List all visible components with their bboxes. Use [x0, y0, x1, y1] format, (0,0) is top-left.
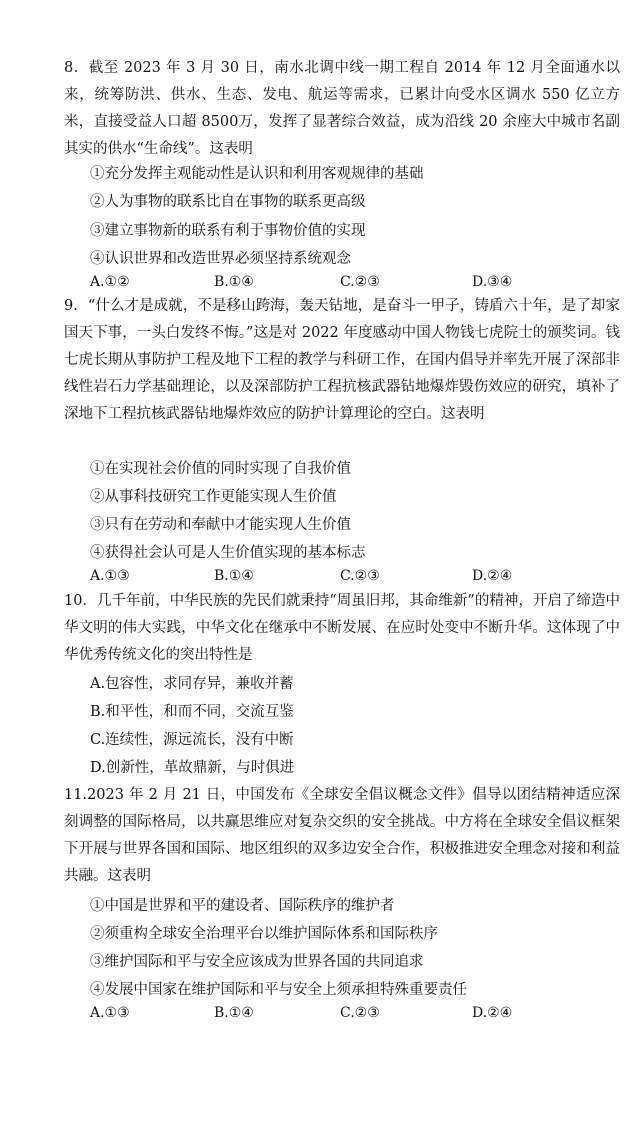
question-10-option-b: B.和平性，和而不同，交流互鉴 — [90, 704, 294, 720]
question-9-choice-c: C.②③ — [340, 568, 380, 584]
question-10-option-c: C.连续性，源远流长，没有中断 — [90, 732, 294, 748]
question-9-option-3: ③只有在劳动和奉献中才能实现人生价值 — [90, 517, 351, 533]
question-11-choice-d: D.②④ — [472, 1005, 513, 1021]
question-11-option-1: ①中国是世界和平的建设者、国际秩序的维护者 — [90, 898, 395, 914]
question-8-option-4: ④认识世界和改造世界必须坚持系统观念 — [90, 251, 351, 267]
question-10-stem: 10．几千年前，中华民族的先民们就秉持“周虽旧邦，其命维新”的精神，开启了缔造中华文明的伟大实践，中华文化在继承中不断发展、在应时处变中不断升华。这体现了中华优秀传统文化的突出特性是 — [64, 593, 620, 663]
question-8-stem: 8．截至 2023 年 3 月 30 日，南水北调中线一期工程自 2014 年 12 月全面通水以来，统筹防洪、供水、生态、发电、航运等需求，已累计向受水区调水 550 亿立方米，直接受益人口超 8500万，发挥了显著综合效益，成为沿线 20 余座大中城市名副其实的供水“生命线”。这表明 — [64, 60, 620, 157]
question-8-option-1: ①充分发挥主观能动性是认识和利用客观规律的基础 — [90, 166, 424, 182]
question-10-option-d: D.创新性，革故鼎新，与时俱进 — [90, 760, 295, 776]
question-9-stem: 9．“什么才是成就，不是移山跨海，轰天钻地，是奋斗一甲子，铸盾六十年，是了却家国天下事，一头白发终不悔。”这是对 2022 年度感动中国人物钱七虎院士的颁奖词。钱七虎长期从事防护工程及地下工程的教学与科研工作，在国内倡导并率先开展了深部非线性岩石力学基础理论，以及深部防护工程抗核武器钻地爆炸毁伤效应的研究，填补了深地下工程抗核武器钻地爆炸效应的防护计算理论的空白。这表明 — [64, 298, 620, 422]
question-11-option-2: ②须重构全球安全治理平台以维护国际体系和国际秩序 — [90, 926, 438, 942]
question-8-choices — [90, 273, 590, 291]
question-9-choices — [90, 567, 590, 585]
question-8-choice-a: A.①② — [90, 274, 130, 290]
question-8-choice-c: C.②③ — [340, 274, 380, 290]
question-9-choice-d: D.②④ — [472, 568, 513, 584]
question-11-option-3: ③维护国际和平与安全应该成为世界各国的共同追求 — [90, 954, 424, 970]
question-9-option-4: ④获得社会认可是人生价值实现的基本标志 — [90, 545, 366, 561]
question-11-choice-a: A.①③ — [90, 1005, 130, 1021]
question-11-choice-c: C.②③ — [340, 1005, 380, 1021]
question-9-option-1: ①在实现社会价值的同时实现了自我价值 — [90, 461, 351, 477]
question-10-option-a: A.包容性，求同存异，兼收并蓄 — [90, 676, 294, 692]
question-8-option-2: ②人为事物的联系比自在事物的联系更高级 — [90, 194, 366, 210]
question-11-choice-b: B.①④ — [214, 1005, 254, 1021]
question-8-option-3: ③建立事物新的联系有利于事物价值的实现 — [90, 223, 366, 239]
question-9-choice-a: A.①③ — [90, 568, 130, 584]
question-11-stem: 11.2023 年 2 月 21 日，中国发布《全球安全倡议概念文件》倡导以团结精神适应深刻调整的国际格局，以共赢思维应对复杂交织的安全挑战。中方将在全球安全倡议框架下开展与世界各国和国际、地区组织的双多边安全合作，积极推进安全理念对接和利益共融。这表明 — [64, 787, 620, 884]
question-11-option-4: ④发展中国家在维护国际和平与安全上须承担特殊重要责任 — [90, 982, 467, 998]
question-9-choice-b: B.①④ — [214, 568, 254, 584]
question-8-choice-d: D.③④ — [472, 274, 513, 290]
question-8-choice-b: B.①④ — [214, 274, 254, 290]
question-9-option-2: ②从事科技研究工作更能实现人生价值 — [90, 489, 337, 505]
question-11-choices — [90, 1004, 590, 1022]
